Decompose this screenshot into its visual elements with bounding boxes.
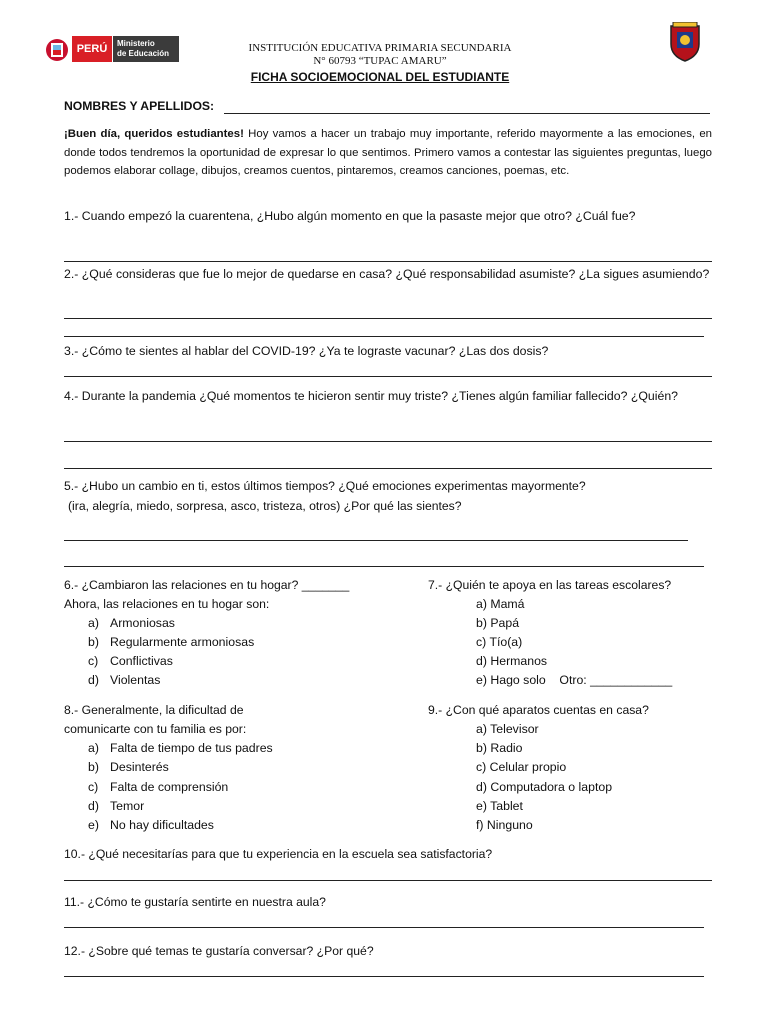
q9-option[interactable]: b) Radio — [476, 741, 523, 755]
question-10: 10.- ¿Qué necesitarías para que tu experiencia en la escuela sea satisfactoria? — [64, 847, 493, 861]
option-letter: a) — [88, 741, 99, 755]
question-11: 11.- ¿Cómo te gustaría sentirte en nuestra aula? — [64, 895, 326, 909]
answer-line[interactable] — [64, 540, 688, 541]
option-text: Temor — [110, 799, 145, 813]
question-6: 6.- ¿Cambiaron las relaciones en tu hogar? _______ — [64, 578, 350, 592]
question-2: 2.- ¿Qué consideras que fue lo mejor de quedarse en casa? ¿Qué responsabilidad asumiste? ¿La sigues asumiendo? — [64, 267, 710, 281]
option-letter: c) — [88, 780, 99, 794]
peru-shield-icon — [42, 38, 72, 62]
q6-option[interactable] — [88, 673, 160, 687]
option-text: Conflictivas — [110, 654, 173, 668]
names-answer-line[interactable] — [224, 113, 710, 114]
q7-option[interactable]: d) Hermanos — [476, 654, 548, 668]
answer-line[interactable] — [64, 566, 704, 567]
question-4: 4.- Durante la pandemia ¿Qué momentos te hicieron sentir muy triste? ¿Tienes algún familiar fallecido? ¿Quién? — [64, 389, 678, 403]
answer-line[interactable] — [64, 468, 712, 469]
answer-line[interactable] — [64, 318, 712, 319]
option-text: Armoniosas — [110, 616, 175, 630]
question-3: 3.- ¿Cómo te sientes al hablar del COVID-19? ¿Ya te lograste vacunar? ¿Las dos dosis? — [64, 344, 549, 358]
question-12: 12.- ¿Sobre qué temas te gustaría conversar? ¿Por qué? — [64, 944, 374, 958]
question-5-detail: (ira, alegría, miedo, sorpresa, asco, tristeza, otros) ¿Por qué las sientes? — [68, 499, 462, 513]
answer-line[interactable] — [64, 336, 704, 337]
q6-option[interactable] — [88, 654, 173, 668]
q8-option[interactable] — [88, 818, 214, 832]
q9-option[interactable]: c) Celular propio — [476, 760, 567, 774]
names-label: NOMBRES Y APELLIDOS: — [64, 99, 215, 113]
q6-option[interactable] — [88, 616, 175, 630]
question-8: 8.- Generalmente, la dificultad de — [64, 703, 244, 717]
q7-option[interactable]: e) Hago solo Otro: ____________ — [476, 673, 673, 687]
question-7: 7.- ¿Quién te apoya en las tareas escolares? — [428, 578, 672, 592]
option-letter: d) — [88, 673, 99, 687]
question-1: 1.- Cuando empezó la cuarentena, ¿Hubo algún momento en que la pasaste mejor que otro? ¿Cuál fue? — [64, 209, 636, 223]
option-letter: b) — [88, 635, 99, 649]
q9-option[interactable]: d) Computadora o laptop — [476, 780, 613, 794]
option-letter: b) — [88, 760, 99, 774]
option-text: Falta de tiempo de tus padres — [110, 741, 273, 755]
intro-greeting: ¡Buen día, queridos estudiantes! — [64, 128, 244, 140]
question-8-detail: comunicarte con tu familia es por: — [64, 722, 247, 736]
school-number: N° 60793 “TUPAC AMARU” — [313, 55, 447, 67]
intro-paragraph — [64, 125, 712, 181]
q8-option[interactable] — [88, 780, 228, 794]
q8-option[interactable] — [88, 799, 144, 813]
answer-line[interactable] — [64, 927, 704, 928]
ministerio-logo — [113, 36, 179, 62]
ministerio-line2: de Educación — [117, 49, 170, 58]
answer-line[interactable] — [64, 441, 712, 442]
answer-line[interactable] — [64, 880, 712, 881]
option-letter: a) — [88, 616, 99, 630]
intro-text: Hoy vamos a hacer un trabajo muy importante, referido mayormente a las emociones, en donde todos tendremos la oportunidad de expresar lo que sentimos. Primero vamos a contestar las siguientes preguntas, luego podemos elaborar collage, dibujos, creamos cuentos, pintaremos, creamos canciones, poemas, etc. — [64, 128, 712, 177]
option-text: No hay dificultades — [110, 818, 214, 832]
q7-option[interactable]: c) Tío(a) — [476, 635, 523, 649]
question-6-detail: Ahora, las relaciones en tu hogar son: — [64, 597, 270, 611]
option-letter: c) — [88, 654, 99, 668]
option-letter: d) — [88, 799, 99, 813]
option-text: Falta de comprensión — [110, 780, 229, 794]
q6-option[interactable] — [88, 635, 254, 649]
answer-line[interactable] — [64, 261, 712, 262]
institution-name: INSTITUCIÓN EDUCATIVA PRIMARIA SECUNDARIA — [248, 42, 512, 54]
peru-logo: PERÚ — [72, 36, 112, 62]
form-title: FICHA SOCIOEMOCIONAL DEL ESTUDIANTE — [250, 70, 510, 84]
q7-option[interactable]: b) Papá — [476, 616, 520, 630]
answer-line[interactable] — [64, 376, 712, 377]
q9-option[interactable]: a) Televisor — [476, 722, 539, 736]
q8-option[interactable] — [88, 741, 273, 755]
q7-option[interactable]: a) Mamá — [476, 597, 525, 611]
option-text: Desinterés — [110, 760, 169, 774]
school-crest-icon — [668, 22, 702, 62]
q8-option[interactable] — [88, 760, 169, 774]
question-5: 5.- ¿Hubo un cambio en ti, estos últimos tiempos? ¿Qué emociones experimentas mayormente? — [64, 479, 586, 493]
q9-option[interactable]: f) Ninguno — [476, 818, 533, 832]
question-9: 9.- ¿Con qué aparatos cuentas en casa? — [428, 703, 649, 717]
option-text: Violentas — [110, 673, 161, 687]
option-text: Regularmente armoniosas — [110, 635, 255, 649]
option-letter: e) — [88, 818, 99, 832]
q9-option[interactable]: e) Tablet — [476, 799, 523, 813]
answer-line[interactable] — [64, 976, 704, 977]
ministerio-line1: Ministerio — [117, 39, 155, 48]
